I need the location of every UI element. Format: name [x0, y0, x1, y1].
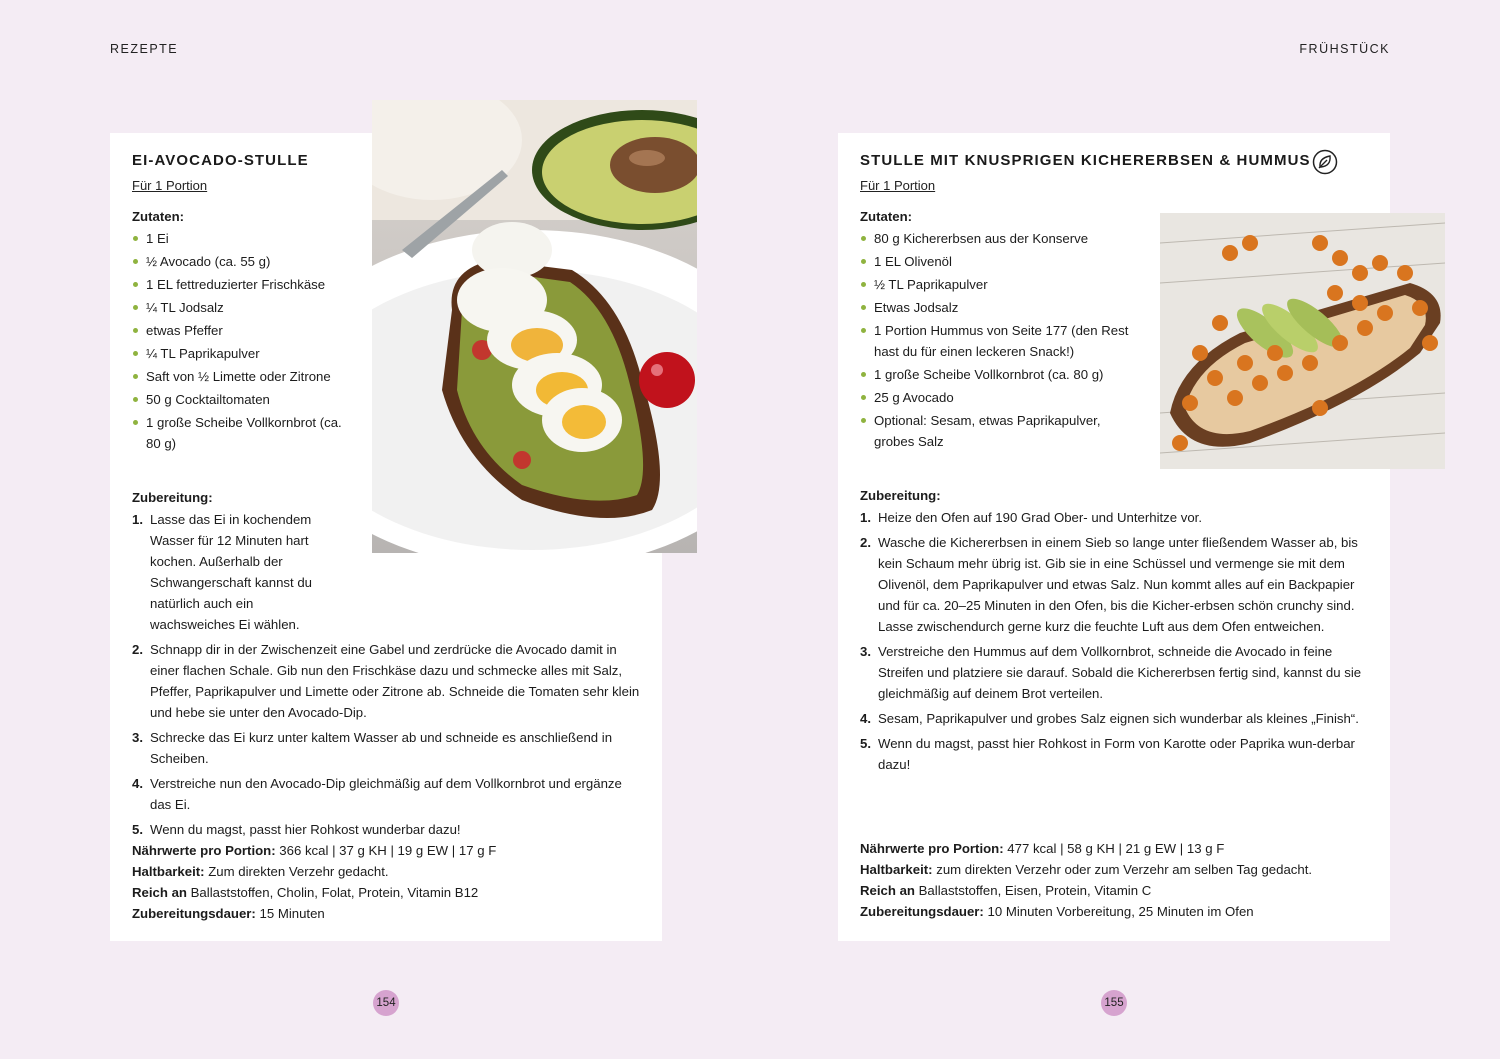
running-head-right: FRÜHSTÜCK: [1299, 42, 1390, 56]
bullet-icon: [133, 420, 138, 425]
bullet-icon: [133, 374, 138, 379]
ingredient-item: Saft von ½ Limette oder Zitrone: [132, 366, 347, 387]
ingredient-item: Optional: Sesam, etwas Paprikapulver, grobes Salz: [860, 410, 1140, 452]
rich-in-row: Reich an Ballaststoffen, Cholin, Folat, Protein, Vitamin B12: [132, 885, 479, 900]
portion-link[interactable]: Für 1 Portion: [132, 178, 208, 193]
step-item: 2. Wasche die Kichererbsen in einem Sieb so lange unter fließendem Wasser ab, bis kein Schaum mehr übrig ist. Gib sie in eine Schüssel und vermenge sie mit dem Olivenöl, dem Paprikapulver und etwas Salz. Nun kommt alles auf ein Backpapier und für ca. 20–25 Minuten in den Ofen, bis die Kicher-erbsen schön crunchy sind. Lasse zwischendurch gerne kurz die feuchte Luft aus dem Ofen entweichen.: [860, 532, 1370, 637]
bullet-icon: [861, 395, 866, 400]
steps-list: [132, 509, 642, 840]
bullet-icon: [133, 397, 138, 402]
ingredient-item: ½ TL Paprikapulver: [860, 274, 1140, 295]
ingredient-item: Etwas Jodsalz: [860, 297, 1140, 318]
ingredients-label: Zutaten:: [132, 209, 185, 224]
ingredients-list: [132, 228, 347, 454]
step-item: 4. Sesam, Paprikapulver und grobes Salz eignen sich wunderbar als kleines „Finish“.: [860, 708, 1370, 729]
preparation-label: Zubereitung:: [860, 488, 941, 503]
duration-row: Zubereitungsdauer: 15 Minuten: [132, 906, 325, 921]
page-number-left: 154: [373, 990, 399, 1016]
nutrition-row: Nährwerte pro Portion: 366 kcal | 37 g KH | 19 g EW | 17 g F: [132, 843, 497, 858]
bullet-icon: [861, 282, 866, 287]
bullet-icon: [133, 305, 138, 310]
ingredients-label: Zutaten:: [860, 209, 913, 224]
vegan-leaf-icon: [1312, 149, 1338, 175]
ingredient-item: 1 Portion Hummus von Seite 177 (den Rest hast du für einen leckeren Snack!): [860, 320, 1140, 362]
ingredient-item: 25 g Avocado: [860, 387, 1140, 408]
step-item: 4. Verstreiche nun den Avocado-Dip gleichmäßig auf dem Vollkornbrot und ergänze das Ei.: [132, 773, 642, 815]
step-number: 3.: [860, 644, 871, 659]
step-number: 4.: [860, 711, 871, 726]
step-number: 5.: [860, 736, 871, 751]
nutrition-row: Nährwerte pro Portion: 477 kcal | 58 g KH | 21 g EW | 13 g F: [860, 841, 1225, 856]
ingredient-item: 1 große Scheibe Vollkornbrot (ca. 80 g): [860, 364, 1140, 385]
bullet-icon: [861, 305, 866, 310]
step-number: 1.: [860, 510, 871, 525]
ingredient-item: etwas Pfeffer: [132, 320, 347, 341]
ingredients-section: [860, 206, 1140, 454]
preparation-section: [860, 485, 1370, 779]
step-item: 1. Heize den Ofen auf 190 Grad Ober- und Unterhitze vor.: [860, 507, 1370, 528]
step-item: 2. Schnapp dir in der Zwischenzeit eine Gabel und zerdrücke die Avocado damit in einer flachen Schale. Gib nun den Frischkäse dazu und schmecke alles mit Salz, Pfeffer, Paprikapulver und Limette oder Zitrone ab. Schneide die Tomaten sehr klein und hebe sie unter den Avocado-Dip.: [132, 639, 642, 723]
ingredient-item: ¼ TL Jodsalz: [132, 297, 347, 318]
page-number-right: 155: [1101, 990, 1127, 1016]
step-number: 2.: [132, 642, 143, 657]
ingredient-item: 1 Ei: [132, 228, 347, 249]
step-number: 3.: [132, 730, 143, 745]
shelf-life-row: Haltbarkeit: zum direkten Verzehr oder zum Verzehr am selben Tag gedacht.: [860, 862, 1313, 877]
ingredient-item: 80 g Kichererbsen aus der Konserve: [860, 228, 1140, 249]
ingredient-item: 1 EL fettreduzierter Frischkäse: [132, 274, 347, 295]
ingredient-item: 1 EL Olivenöl: [860, 251, 1140, 272]
bullet-icon: [861, 236, 866, 241]
step-item: 5. Wenn du magst, passt hier Rohkost in Form von Karotte oder Paprika wun-derbar dazu!: [860, 733, 1370, 775]
steps-list: [860, 507, 1370, 775]
bullet-icon: [861, 372, 866, 377]
ingredients-list: [860, 228, 1140, 452]
duration-row: Zubereitungsdauer: 10 Minuten Vorbereitung, 25 Minuten im Ofen: [860, 904, 1254, 919]
ingredient-item: 50 g Cocktailtomaten: [132, 389, 347, 410]
shelf-life-row: Haltbarkeit: Zum direkten Verzehr gedacht.: [132, 864, 389, 879]
step-item: 3. Verstreiche den Hummus auf dem Vollkornbrot, schneide die Avocado in feine Streifen und platziere sie darauf. Sobald die Kichererbsen fertig sind, kannst du sie gleichmäßig auf deinem Brot verteilen.: [860, 641, 1370, 704]
step-number: 1.: [132, 512, 143, 527]
ingredient-item: ¼ TL Paprikapulver: [132, 343, 347, 364]
nutrition-info: [860, 838, 1370, 922]
step-item: 1. Lasse das Ei in kochendem Wasser für 12 Minuten hart kochen. Außerhalb der Schwangerschaft kannst du natürlich auch ein wachsweiches Ei wählen.: [132, 509, 642, 635]
bullet-icon: [133, 282, 138, 287]
step-number: 2.: [860, 535, 871, 550]
step-item: 3. Schrecke das Ei kurz unter kaltem Wasser ab und schneide es anschließend in Scheiben.: [132, 727, 642, 769]
step-number: 4.: [132, 776, 143, 791]
bullet-icon: [133, 259, 138, 264]
recipe-title: EI-AVOCADO-STULLE: [132, 152, 309, 169]
chickpea-hummus-toast-photo: [1160, 213, 1445, 469]
ingredients-section: [132, 206, 347, 456]
bullet-icon: [133, 236, 138, 241]
running-head-left: REZEPTE: [110, 42, 179, 56]
nutrition-info: [132, 840, 642, 924]
bullet-icon: [133, 328, 138, 333]
bullet-icon: [133, 351, 138, 356]
egg-avocado-toast-photo: [372, 100, 697, 553]
bullet-icon: [861, 328, 866, 333]
step-number: 5.: [132, 822, 143, 837]
ingredient-item: 1 große Scheibe Vollkornbrot (ca. 80 g): [132, 412, 347, 454]
recipe-title: STULLE MIT KNUSPRIGEN KICHERERBSEN & HUMMUS: [860, 152, 1311, 169]
portion-link[interactable]: Für 1 Portion: [860, 178, 936, 193]
rich-in-row: Reich an Ballaststoffen, Eisen, Protein, Vitamin C: [860, 883, 1152, 898]
step-item: 5. Wenn du magst, passt hier Rohkost wunderbar dazu!: [132, 819, 642, 840]
preparation-label: Zubereitung:: [132, 490, 213, 505]
bullet-icon: [861, 259, 866, 264]
bullet-icon: [861, 418, 866, 423]
ingredient-item: ½ Avocado (ca. 55 g): [132, 251, 347, 272]
